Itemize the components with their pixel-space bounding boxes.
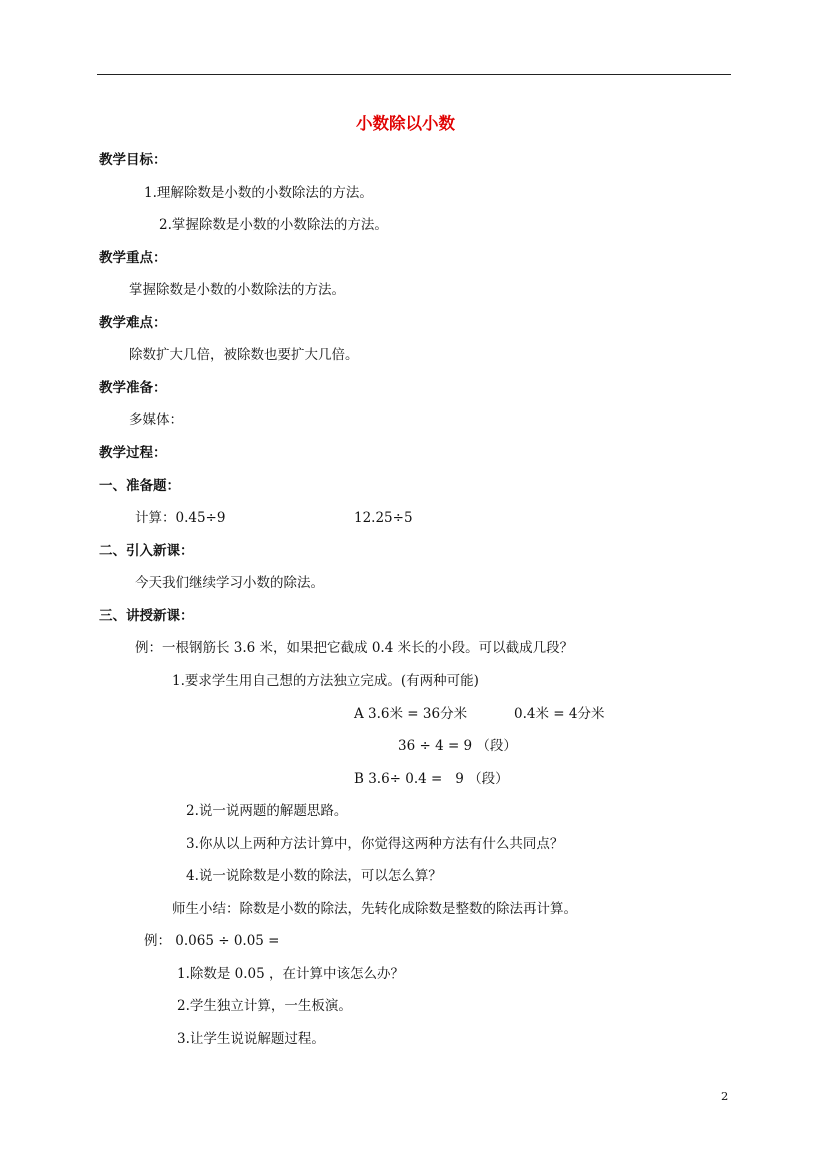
heading-difficulty: 教学难点： bbox=[99, 315, 167, 331]
heading-prep: 教学准备： bbox=[99, 380, 167, 396]
calc-problem-1: 计算：0.45÷9 bbox=[135, 510, 226, 526]
difficulty-text: 除数扩大几倍，被除数也要扩大几倍。 bbox=[129, 347, 359, 363]
heading-focus: 教学重点： bbox=[99, 250, 167, 266]
heading-section-1: 一、准备题： bbox=[99, 478, 180, 494]
method-a-calc: 36 ÷ 4 = 9 （段） bbox=[398, 738, 517, 754]
method-a-left: A 3.6米 = 36分米 bbox=[354, 706, 468, 722]
ex2-step-3: 3.让学生说说解题过程。 bbox=[177, 1031, 325, 1047]
calc-problem-2: 12.25÷5 bbox=[354, 510, 413, 526]
focus-text: 掌握除数是小数的小数除法的方法。 bbox=[129, 282, 345, 298]
page-title: 小数除以小数 bbox=[356, 114, 455, 133]
goal-2: 2.掌握除数是小数的小数除法的方法。 bbox=[159, 217, 388, 233]
example-1: 例：一根钢筋长 3.6 米，如果把它截成 0.4 米长的小段。可以截成几段？ bbox=[135, 640, 574, 656]
heading-goals: 教学目标： bbox=[99, 152, 167, 168]
step-2: 2.说一说两题的解题思路。 bbox=[186, 803, 348, 819]
heading-process: 教学过程： bbox=[99, 445, 167, 461]
goal-1: 1.理解除数是小数的小数除法的方法。 bbox=[144, 185, 373, 201]
section-2-text: 今天我们继续学习小数的除法。 bbox=[135, 575, 324, 591]
ex2-step-2: 2.学生独立计算，一生板演。 bbox=[177, 998, 352, 1014]
step-4: 4.说一说除数是小数的除法，可以怎么算？ bbox=[186, 868, 442, 884]
method-a-right: 0.4米 = 4分米 bbox=[514, 706, 605, 722]
step-3: 3.你从以上两种方法计算中，你觉得这两种方法有什么共同点？ bbox=[186, 836, 564, 852]
prep-text: 多媒体： bbox=[129, 412, 183, 428]
heading-section-3: 三、讲授新课： bbox=[99, 608, 194, 624]
step-1: 1.要求学生用自己想的方法独立完成。(有两种可能) bbox=[172, 673, 479, 689]
summary: 师生小结：除数是小数的除法，先转化成除数是整数的除法再计算。 bbox=[172, 901, 577, 917]
header-rule bbox=[97, 74, 731, 75]
method-b: B 3.6÷ 0.4 = 9 （段） bbox=[354, 771, 509, 787]
ex2-step-1: 1.除数是 0.05 ，在计算中该怎么办？ bbox=[177, 966, 405, 982]
example-2: 例： 0.065 ÷ 0.05 = bbox=[144, 933, 280, 949]
heading-section-2: 二、引入新课： bbox=[99, 543, 194, 559]
page-number: 2 bbox=[721, 1089, 729, 1103]
